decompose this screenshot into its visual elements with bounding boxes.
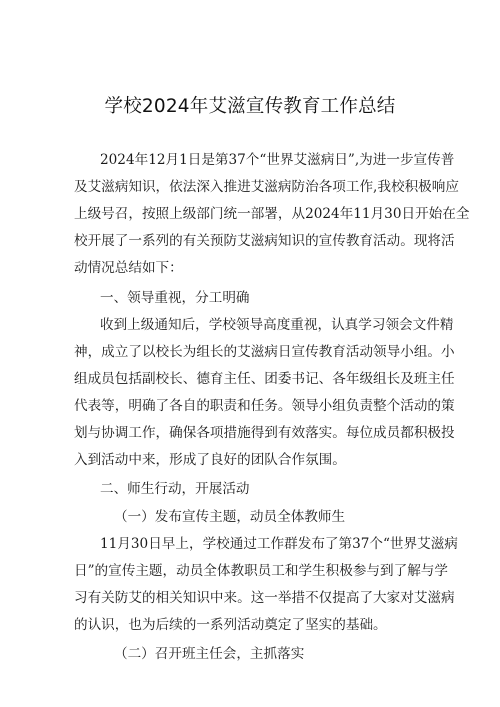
paragraph-line: 入到活动中来，形成了良好的团队合作氛围。 [74,452,346,468]
paragraph-line: 组成员包括副校长、德育主任、团委书记、各年级组长及班主任 [74,371,455,387]
intro-paragraph [74,147,470,282]
section-2 [74,475,434,503]
paragraph-line: 的认识，也为后续的一系列活动奠定了坚实的基础。 [74,617,387,633]
subsection-1-body [74,531,458,639]
subsection-heading: （二）召开班主任会，主抓落实 [114,646,305,662]
paragraph-line: 收到上级通知后，学校领导高度重视，认真学习领会文件精 [100,317,454,333]
paragraph-line: 及艾滋病知识，依法深入推进艾滋病防治各项工作,我校积极响应 [74,179,459,195]
paragraph-line: 校开展了一系列的有关预防艾滋病知识的宣传教育活动。现将活 [74,233,455,249]
paragraph-line: 动情况总结如下： [74,260,183,276]
paragraph-line: 上级号召，按照上级部门统一部署，从2024年11月30日开始在全 [74,206,470,222]
section-heading: 二、师生行动，开展活动 [100,481,250,497]
paragraph-line: 代表等，明确了各自的职责和任务。领导小组负责整个活动的策 [74,398,455,414]
paragraph-line: 划与协调工作，确保各项措施得到有效落实。每位成员都积极投 [74,425,455,441]
paragraph-line: 习有关防艾的相关知识中来。这一举措不仅提高了大家对艾滋病 [74,590,455,606]
document-title: 学校2024年艾滋宣传教育工作总结 [104,96,396,117]
subsection-2 [74,640,434,668]
section-1-body [74,312,455,474]
subsection-1 [74,503,434,531]
paragraph-line: 11月30日早上，学校通过工作群发布了第37个“世界艾滋病 [100,536,458,552]
paragraph-line: 神，成立了以校长为组长的艾滋病日宣传教育活动领导小组。小 [74,344,455,360]
paragraph-line: 日”的宣传主题，动员全体教职员工和学生积极参与到了解与学 [74,563,448,579]
subsection-heading: （一）发布宣传主题，动员全体教师生 [114,509,346,525]
section-1 [74,284,434,312]
paragraph-line: 2024年12月1日是第37个“世界艾滋病日”,为进一步宣传普 [100,152,455,168]
section-heading: 一、领导重视，分工明确 [100,290,250,306]
